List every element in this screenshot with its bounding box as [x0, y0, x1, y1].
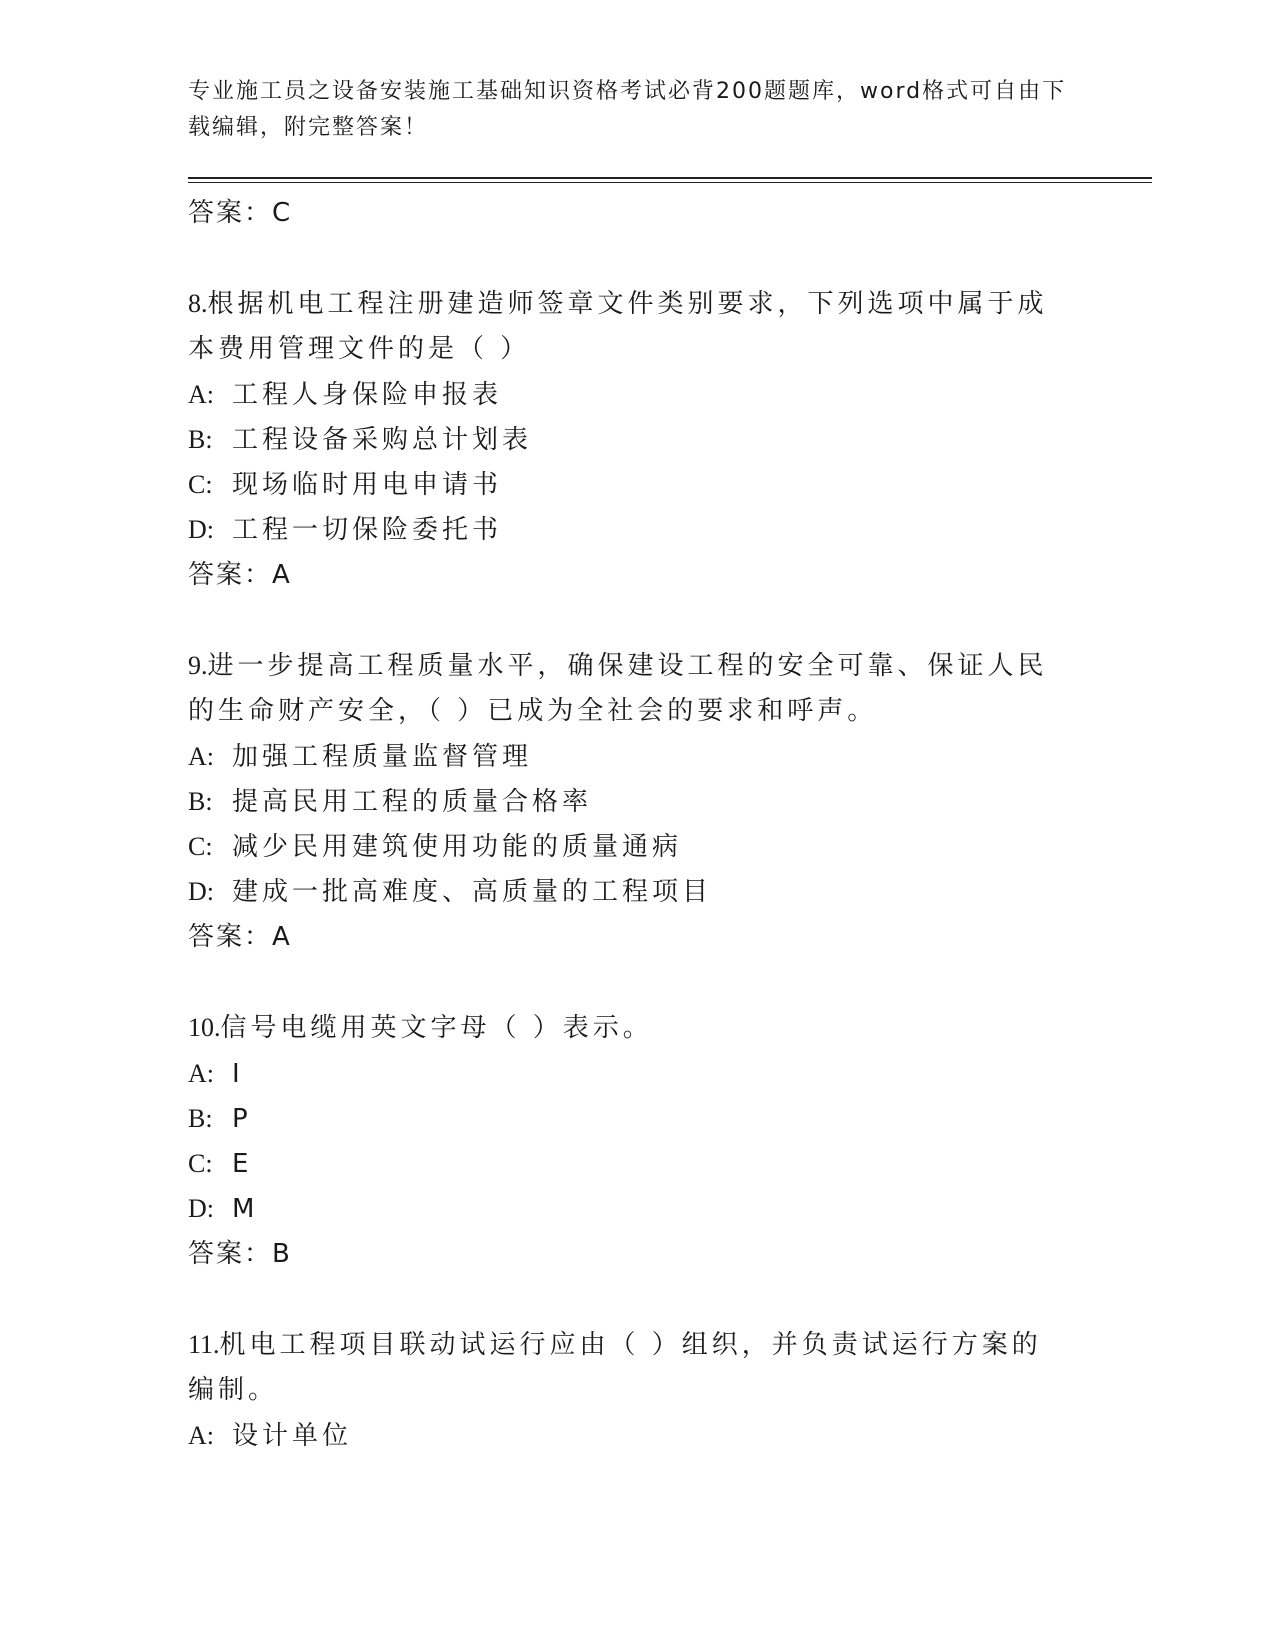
question-text: [188, 643, 1068, 734]
question-block: [188, 598, 1068, 960]
option-text: 工程设备采购总计划表: [232, 425, 533, 455]
question-text: [188, 281, 1068, 372]
option-text: 减少民用建筑使用功能的质量通病: [232, 832, 683, 862]
option-key: D:: [188, 515, 214, 544]
answer-line: 答案：C: [188, 198, 293, 228]
option-text: P: [232, 1104, 252, 1134]
option-row: [188, 869, 1068, 914]
document-header: 专业施工员之设备安装施工基础知识资格考试必背200题题库，word格式可自由下载编辑，附完整答案！: [188, 79, 1067, 140]
option-key: A:: [188, 380, 214, 409]
question-stem: 机电工程项目联动试运行应由（ ）组织，并负责试运行方案的编制。: [188, 1330, 1042, 1405]
question-spacer: [188, 598, 1068, 643]
option-key: B:: [188, 1104, 213, 1133]
question-block: [188, 236, 1068, 598]
option-key: B:: [188, 425, 213, 454]
option-row: [188, 1186, 1068, 1231]
option-row: [188, 1051, 1068, 1096]
option-text: 加强工程质量监督管理: [232, 742, 533, 772]
question-stem: 信号电缆用英文字母（ ）表示。: [220, 1013, 653, 1043]
answer-line: 答案：A: [188, 560, 292, 590]
option-row: [188, 462, 1068, 507]
option-key: C:: [188, 1149, 213, 1178]
header-rule-thin: [188, 182, 1152, 183]
question-number: 11.: [188, 1330, 220, 1359]
option-key: B:: [188, 787, 213, 816]
question-list: [188, 236, 1068, 1458]
option-text: 现场临时用电申请书: [232, 470, 503, 500]
option-row: [188, 417, 1068, 462]
question-spacer: [188, 1277, 1068, 1322]
option-key: C:: [188, 832, 213, 861]
option-text: M: [232, 1194, 259, 1224]
option-text: E: [232, 1149, 253, 1179]
option-row: [188, 734, 1068, 779]
question-block: [188, 960, 1068, 1277]
question-block: [188, 1277, 1068, 1458]
answer-line: 答案：A: [188, 922, 292, 952]
document-content: [188, 190, 1068, 1458]
option-text: 工程一切保险委托书: [232, 515, 503, 545]
option-text: 建成一批高难度、高质量的工程项目: [232, 877, 713, 907]
question-text: [188, 1005, 1068, 1051]
question-spacer: [188, 236, 1068, 281]
option-text: 提高民用工程的质量合格率: [232, 787, 593, 817]
option-text: 工程人身保险申报表: [232, 380, 503, 410]
question-number: 10.: [188, 1013, 221, 1042]
option-key: D:: [188, 1194, 214, 1223]
question-stem: 进一步提高工程质量水平，确保建设工程的安全可靠、保证人民的生命财产安全，（ ）已成为全社会的要求和呼声。: [188, 651, 1048, 726]
option-key: A:: [188, 1421, 214, 1450]
option-text: I: [232, 1059, 244, 1089]
question-text: [188, 1322, 1068, 1413]
question-number: 9.: [188, 651, 208, 680]
option-key: A:: [188, 742, 214, 771]
option-row: [188, 779, 1068, 824]
option-row: [188, 372, 1068, 417]
option-row: [188, 1413, 1068, 1458]
option-key: D:: [188, 877, 214, 906]
option-key: C:: [188, 470, 213, 499]
header-rule-thick: [188, 177, 1152, 179]
option-row: [188, 824, 1068, 869]
option-key: A:: [188, 1059, 214, 1088]
option-row: [188, 507, 1068, 552]
question-number: 8.: [188, 289, 208, 318]
question-spacer: [188, 960, 1068, 1005]
option-row: [188, 1141, 1068, 1186]
option-text: 设计单位: [232, 1421, 353, 1451]
question-stem: 根据机电工程注册建造师签章文件类别要求，下列选项中属于成本费用管理文件的是（ ）: [188, 289, 1048, 364]
answer-line: 答案：B: [188, 1239, 292, 1269]
option-row: [188, 1096, 1068, 1141]
